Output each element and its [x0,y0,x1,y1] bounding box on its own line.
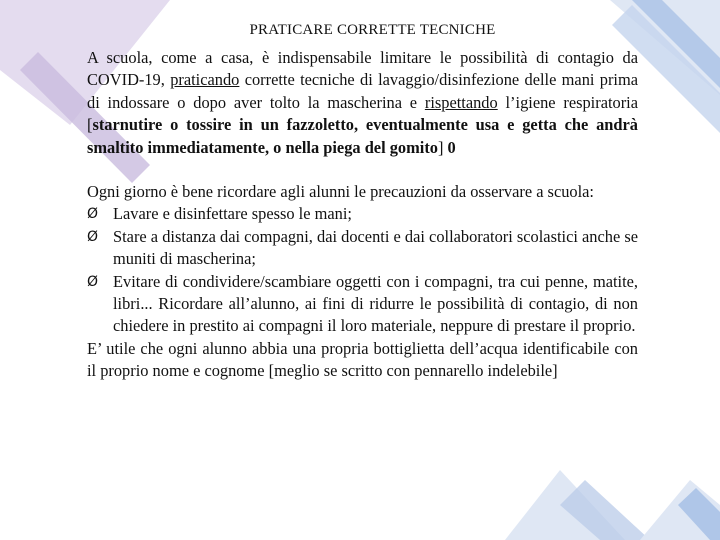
list-item-text: Lavare e disinfettare spesso le mani; [113,204,352,224]
intro-text-4: ] [437,137,448,157]
reminder-paragraph: Ogni giorno è bene ricordare agli alunni le precauzioni da osservare a scuola: [87,182,594,202]
intro-paragraph [87,47,638,159]
intro-text-3: l’igiene respiratoria [ [87,92,639,135]
arrow-bullet-icon: Ø [87,206,99,223]
arrow-bullet-icon: Ø [87,273,99,290]
intro-trailing-number: 0 [447,137,456,157]
underlined-praticando: praticando [170,70,240,90]
underlined-rispettando: rispettando [424,92,498,112]
list-item [87,203,638,225]
bold-instruction: starnutire o tossire in un fazzoletto, eventualmente usa e getta che andrà smaltito immediatamente, o nella piega del gomito [87,115,638,157]
list-item-text: Stare a distanza dai compagni, dai docenti e dai collaboratori scolastici anche se muniti di mascherina; [113,226,638,269]
intro-text-2: corrette tecniche di lavaggio/disinfezione delle mani prima di indossare o dopo aver tolto la mascherina e [87,70,639,112]
list-item [87,271,638,338]
intro-text-1: A scuola, come a casa, è indispensabile limitare le possibilità di contagio da COVID-19, [87,48,638,90]
precautions-list [87,203,638,337]
closing-paragraph: E’ utile che ogni alunno abbia una propria bottiglietta dell’acqua identificabile con il proprio nome e cognome [meglio se scritto con pennarello indelebile] [87,338,638,381]
document-body [87,22,638,383]
page-title: PRATICARE CORRETTE TECNICHE [249,22,496,38]
list-item [87,226,638,271]
list-item-text: Evitare di condividere/scambiare oggetti con i compagni, tra cui penne, matite, libri... Ricordare all’alunno, ai fini di ridurre le possibilità di contagio, di non chiedere in prestito ai compagni il loro materiale, neppure di prestare il proprio. [113,271,638,336]
arrow-bullet-icon: Ø [87,228,99,245]
